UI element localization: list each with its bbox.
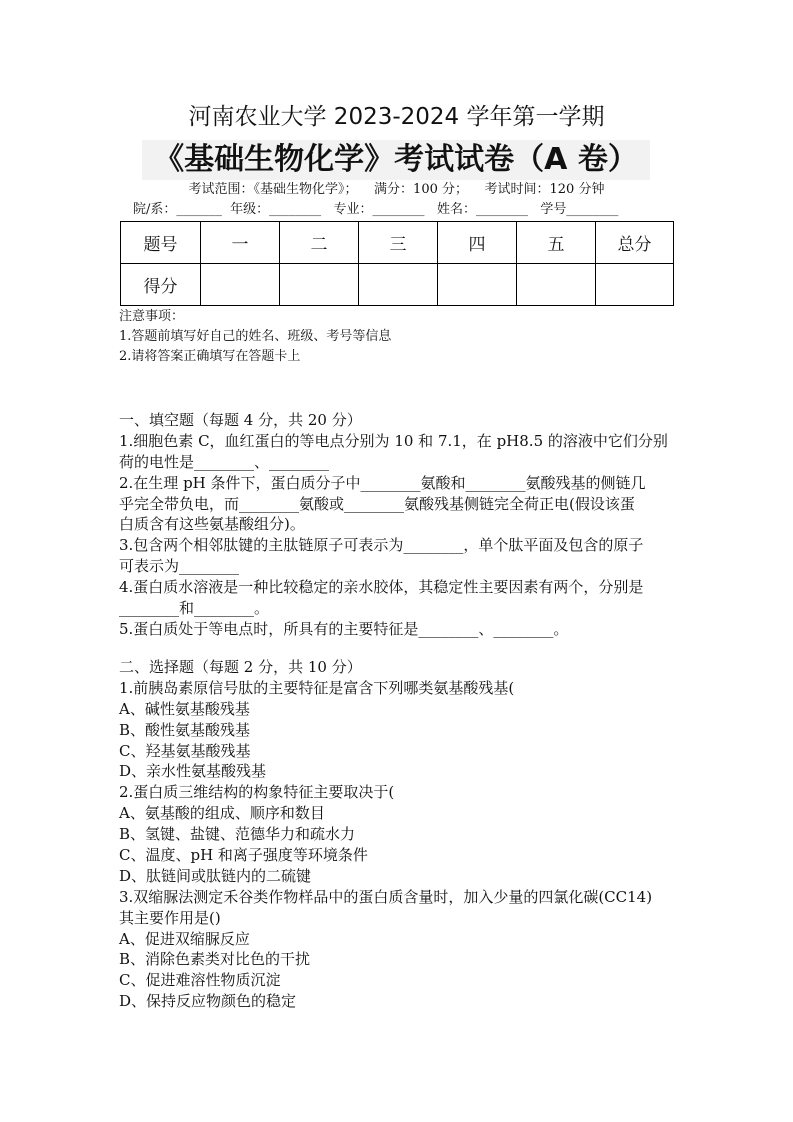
question-stem: 3.双缩脲法测定禾谷类作物样品中的蛋白质含量时，加入少量的四氯化碳(CC14) [119, 887, 653, 906]
score-cell [201, 264, 280, 306]
note-item: 1.答题前填写好自己的姓名、班级、考号等信息 [119, 329, 392, 344]
score-table-header-cell: 一 [201, 222, 280, 264]
score-table-header-cell: 五 [517, 222, 596, 264]
score-table-score-row [121, 264, 674, 306]
option-line: D、亲水性氨基酸残基 [119, 762, 267, 781]
note-item: 2.请将答案正确填写在答题卡上 [119, 349, 301, 364]
exam-title: 《基础生物化学》考试试卷（A 卷） [142, 140, 650, 180]
option-line: C、促进难溶性物质沉淀 [119, 971, 281, 990]
option-line: C、温度、pH 和离子强度等环境条件 [119, 846, 368, 865]
option-line: A、碱性氨基酸残基 [119, 699, 250, 718]
exam-term-title: 河南农业大学 2023-2024 学年第一学期 [188, 104, 605, 130]
option-line: B、氢键、盐键、范德华力和疏水力 [119, 825, 356, 844]
question-line: 5.蛋白质处于等电点时，所具有的主要特征是________、________。 [119, 619, 569, 638]
score-cell [280, 264, 359, 306]
question-stem: 其主要作用是() [119, 908, 221, 927]
question-line: 可表示为________ [119, 557, 240, 576]
option-line: B、消除色素类对比色的干扰 [119, 950, 311, 969]
section-heading: 二、选择题（每题 2 分，共 10 分） [119, 658, 362, 676]
question-line: 1.细胞色素 C，血红蛋白的等电点分别为 10 和 7.1，在 pH8.5 的溶液中它们分别 [119, 431, 668, 450]
section-heading: 一、填空题（每题 4 分，共 20 分） [119, 411, 362, 429]
fill-in-section [119, 410, 668, 640]
option-line: C、羟基氨基酸残基 [119, 741, 251, 760]
score-cell [517, 264, 596, 306]
score-table-header-cell: 二 [280, 222, 359, 264]
question-line: ________和________。 [119, 599, 270, 618]
option-line: D、保持反应物颜色的稳定 [119, 992, 297, 1011]
question-stem: 1.前胰岛素原信号肽的主要特征是富含下列哪类氨基酸残基( [119, 678, 515, 697]
option-line: A、氨基酸的组成、顺序和数目 [119, 804, 325, 823]
question-line: 3.包含两个相邻肽键的主肽链原子可表示为________，单个肽平面及包含的原子 [119, 536, 644, 555]
score-table-header-row [121, 222, 674, 264]
score-table-header-cell: 总分 [596, 222, 674, 264]
option-line: A、促进双缩脲反应 [119, 929, 250, 948]
student-fields: 院/系：_______ 年级：________ 专业：________ 姓名：________ 学号________ [133, 202, 619, 217]
question-line: 荷的电性是________、________ [119, 452, 330, 471]
score-table [120, 221, 674, 306]
score-table-header-cell: 三 [359, 222, 438, 264]
notes [119, 307, 391, 367]
question-line: 2.在生理 pH 条件下，蛋白质分子中________氨酸和________氨酸残基的侧链几 [119, 473, 646, 492]
question-line: 4.蛋白质水溶液是一种比较稳定的亲水胶体，其稳定性主要因素有两个，分别是 [119, 578, 644, 597]
multiple-choice-section [119, 657, 652, 1012]
score-table-header-cell: 题号 [121, 222, 201, 264]
score-cell [596, 264, 674, 306]
question-line: 白质含有这些氨基酸组分)。 [119, 515, 305, 534]
score-cell [359, 264, 438, 306]
score-cell [438, 264, 517, 306]
notes-title: 注意事项： [119, 309, 185, 324]
question-stem: 2.蛋白质三维结构的构象特征主要取决于( [119, 783, 395, 802]
question-line: 乎完全带负电，而________氨酸或________氨酸残基侧链完全荷正电(假设该蛋 [119, 494, 635, 513]
score-table-header-cell: 四 [438, 222, 517, 264]
exam-info: 考试范围：《基础生物化学》； 满分：100 分； 考试时间：120 分钟 [188, 182, 605, 197]
option-line: D、肽链间或肽链内的二硫键 [119, 866, 312, 885]
option-line: B、酸性氨基酸残基 [119, 720, 251, 739]
score-table-label-cell: 得分 [121, 264, 201, 306]
